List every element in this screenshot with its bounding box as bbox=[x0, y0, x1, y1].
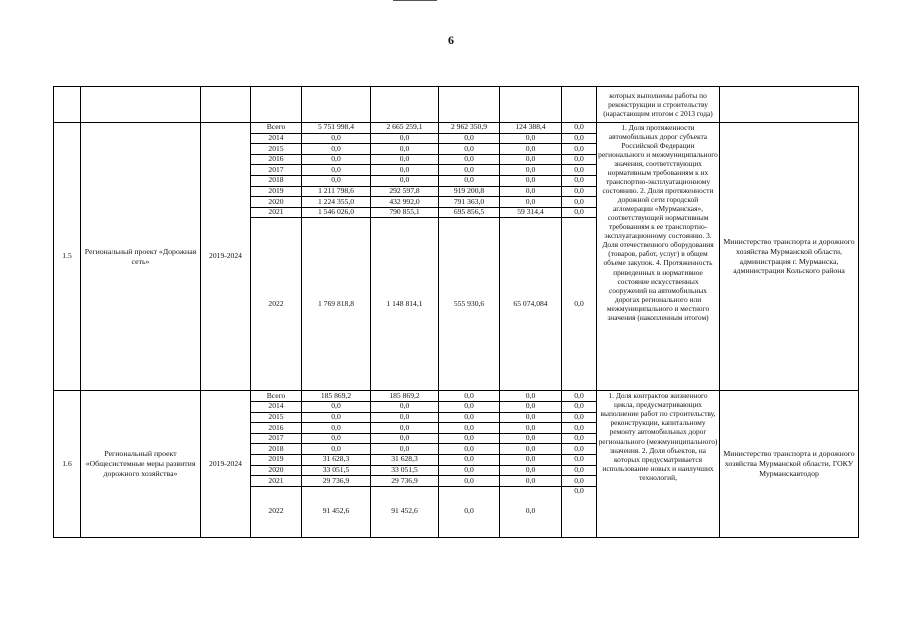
value-cell-v1: 91 452,6 bbox=[302, 486, 371, 537]
value-cell-v5: 0,0 bbox=[562, 454, 597, 465]
value-cell-v1: 0,0 bbox=[302, 401, 371, 412]
value-cell-v2: 0,0 bbox=[371, 165, 439, 176]
value-cell-v1: 31 628,3 bbox=[302, 454, 371, 465]
responsible-executor: Министерство транспорта и дорожного хозяйства Мурманской области, администрация г. Мурманска, администрация Кольского района bbox=[720, 123, 859, 391]
value-cell-v5: 0,0 bbox=[562, 218, 597, 391]
value-cell-v1: 5 751 998,4 bbox=[302, 123, 371, 134]
cell bbox=[81, 87, 201, 123]
year-cell: Всего bbox=[251, 391, 302, 402]
value-cell-v2: 292 597,8 bbox=[371, 186, 439, 197]
program-table bbox=[53, 86, 859, 538]
value-cell-v2: 2 665 259,1 bbox=[371, 123, 439, 134]
value-cell-v3: 0,0 bbox=[439, 412, 500, 423]
year-cell: 2018 bbox=[251, 444, 302, 455]
value-cell-v3: 0,0 bbox=[439, 444, 500, 455]
cell bbox=[371, 87, 439, 123]
value-cell-v4: 0,0 bbox=[500, 144, 562, 155]
value-cell-v1: 0,0 bbox=[302, 133, 371, 144]
value-cell-v3: 0,0 bbox=[439, 454, 500, 465]
value-cell-v4: 0,0 bbox=[500, 412, 562, 423]
value-cell-v4: 0,0 bbox=[500, 476, 562, 487]
value-cell-v3: 919 200,8 bbox=[439, 186, 500, 197]
value-cell-v3: 0,0 bbox=[439, 133, 500, 144]
value-cell-v1: 33 051,5 bbox=[302, 465, 371, 476]
year-cell: 2019 bbox=[251, 454, 302, 465]
value-cell-v5: 0,0 bbox=[562, 401, 597, 412]
value-cell-v5: 0,0 bbox=[562, 197, 597, 208]
value-cell-v5: 0,0 bbox=[562, 154, 597, 165]
value-cell-v4: 0,0 bbox=[500, 465, 562, 476]
value-cell-v2: 29 736,9 bbox=[371, 476, 439, 487]
value-cell-v1: 0,0 bbox=[302, 412, 371, 423]
year-cell: 2017 bbox=[251, 165, 302, 176]
value-cell-v4: 0,0 bbox=[500, 133, 562, 144]
year-cell: 2014 bbox=[251, 401, 302, 412]
value-cell-v2: 33 051,5 bbox=[371, 465, 439, 476]
value-cell-v3: 0,0 bbox=[439, 486, 500, 537]
value-cell-v2: 0,0 bbox=[371, 154, 439, 165]
table-row bbox=[54, 123, 859, 134]
value-cell-v4: 0,0 bbox=[500, 444, 562, 455]
value-cell-v4: 0,0 bbox=[500, 391, 562, 402]
value-cell-v4: 0,0 bbox=[500, 165, 562, 176]
value-cell-v1: 1 546 026,0 bbox=[302, 207, 371, 218]
year-cell: Всего bbox=[251, 123, 302, 134]
year-cell: 2016 bbox=[251, 154, 302, 165]
value-cell-v2: 0,0 bbox=[371, 433, 439, 444]
value-cell-v4: 0,0 bbox=[500, 197, 562, 208]
value-cell-v1: 185 869,2 bbox=[302, 391, 371, 402]
value-cell-v5: 0,0 bbox=[562, 133, 597, 144]
value-cell-v3: 0,0 bbox=[439, 165, 500, 176]
value-cell-v2: 1 148 814,1 bbox=[371, 218, 439, 391]
value-cell-v5: 0,0 bbox=[562, 476, 597, 487]
project-name: Региональный проект «Дорожная сеть» bbox=[81, 123, 201, 391]
year-cell: 2021 bbox=[251, 476, 302, 487]
value-cell-v1: 1 211 798,6 bbox=[302, 186, 371, 197]
value-cell-v5: 0,0 bbox=[562, 144, 597, 155]
value-cell-v1: 0,0 bbox=[302, 433, 371, 444]
cell bbox=[562, 87, 597, 123]
year-cell: 2020 bbox=[251, 465, 302, 476]
value-cell-v3: 0,0 bbox=[439, 476, 500, 487]
value-cell-v3: 0,0 bbox=[439, 401, 500, 412]
value-cell-v5: 0,0 bbox=[562, 412, 597, 423]
value-cell-v1: 0,0 bbox=[302, 444, 371, 455]
value-cell-v3: 0,0 bbox=[439, 433, 500, 444]
indicator-text: 1. Доля протяженности автомобильных дорог субъекта Российской Федерации регионального и межмуниципального значения, соответствующих нормативным требованиям к их транспортно-эксплуатационному состоянию. 2. Доля протяженности дорожной сети городской агломерации «Мурманская», соответствующей нормативным требованиям к ее транспортно-эксплуатационному состоянию. 3. Доля отечественного оборудования (товаров, работ, услуг) в общем объеме закупок. 4. Протяженность приведенных в нормативное состояние искусственных сооружений на автомобильных дорогах регионального или межмуниципального и местного значения (накопленным итогом) bbox=[597, 123, 720, 391]
project-number: 1.5 bbox=[54, 123, 81, 391]
value-cell-v2: 91 452,6 bbox=[371, 486, 439, 537]
value-cell-v4: 0,0 bbox=[500, 154, 562, 165]
value-cell-v5: 0,0 bbox=[562, 433, 597, 444]
value-cell-v4: 0,0 bbox=[500, 433, 562, 444]
value-cell-v1: 0,0 bbox=[302, 423, 371, 434]
project-period: 2019-2024 bbox=[201, 391, 251, 537]
year-cell: 2015 bbox=[251, 144, 302, 155]
value-cell-v2: 185 869,2 bbox=[371, 391, 439, 402]
value-cell-v4: 0,0 bbox=[500, 175, 562, 186]
year-cell: 2021 bbox=[251, 207, 302, 218]
project-period: 2019-2024 bbox=[201, 123, 251, 391]
value-cell-v4: 0,0 bbox=[500, 486, 562, 537]
value-cell-v5: 0,0 bbox=[562, 165, 597, 176]
value-cell-v3: 791 363,0 bbox=[439, 197, 500, 208]
value-cell-v2: 31 628,3 bbox=[371, 454, 439, 465]
cell bbox=[201, 87, 251, 123]
value-cell-v4: 0,0 bbox=[500, 401, 562, 412]
value-cell-v2: 0,0 bbox=[371, 133, 439, 144]
value-cell-v2: 0,0 bbox=[371, 423, 439, 434]
value-cell-v2: 0,0 bbox=[371, 412, 439, 423]
value-cell-v1: 0,0 bbox=[302, 154, 371, 165]
value-cell-v1: 0,0 bbox=[302, 165, 371, 176]
year-cell: 2014 bbox=[251, 133, 302, 144]
value-cell-v1: 0,0 bbox=[302, 144, 371, 155]
project-number: 1.6 bbox=[54, 391, 81, 537]
value-cell-v3: 0,0 bbox=[439, 465, 500, 476]
value-cell-v4: 124 388,4 bbox=[500, 123, 562, 134]
value-cell-v2: 0,0 bbox=[371, 175, 439, 186]
value-cell-v2: 0,0 bbox=[371, 444, 439, 455]
year-cell: 2016 bbox=[251, 423, 302, 434]
value-cell-v2: 790 855,1 bbox=[371, 207, 439, 218]
value-cell-v5: 0,0 bbox=[562, 423, 597, 434]
value-cell-v4: 0,0 bbox=[500, 186, 562, 197]
cell bbox=[439, 87, 500, 123]
value-cell-v3: 0,0 bbox=[439, 154, 500, 165]
cell bbox=[500, 87, 562, 123]
table-row bbox=[54, 391, 859, 402]
value-cell-v5: 0,0 bbox=[562, 486, 597, 537]
value-cell-v3: 555 930,6 bbox=[439, 218, 500, 391]
responsible-executor: Министерство транспорта и дорожного хозяйства Мурманской области, ГОКУ Мурманскавтодор bbox=[720, 391, 859, 537]
value-cell-v5: 0,0 bbox=[562, 175, 597, 186]
cell bbox=[251, 87, 302, 123]
value-cell-v2: 0,0 bbox=[371, 144, 439, 155]
value-cell-v4: 59 314,4 bbox=[500, 207, 562, 218]
year-cell: 2015 bbox=[251, 412, 302, 423]
continuation-row bbox=[54, 87, 859, 123]
value-cell-v5: 0,0 bbox=[562, 207, 597, 218]
value-cell-v3: 0,0 bbox=[439, 144, 500, 155]
value-cell-v5: 0,0 bbox=[562, 391, 597, 402]
value-cell-v1: 1 224 355,0 bbox=[302, 197, 371, 208]
value-cell-v3: 0,0 bbox=[439, 175, 500, 186]
value-cell-v1: 0,0 bbox=[302, 175, 371, 186]
year-cell: 2019 bbox=[251, 186, 302, 197]
top-rule bbox=[393, 0, 437, 1]
project-name: Региональный проект «Общесистемные меры развития дорожного хозяйства» bbox=[81, 391, 201, 537]
year-cell: 2022 bbox=[251, 218, 302, 391]
value-cell-v5: 0,0 bbox=[562, 444, 597, 455]
value-cell-v3: 695 856,5 bbox=[439, 207, 500, 218]
value-cell-v4: 0,0 bbox=[500, 423, 562, 434]
value-cell-v3: 0,0 bbox=[439, 391, 500, 402]
cell bbox=[54, 87, 81, 123]
indicator-text: 1. Доля контрактов жизненного цикла, предусматривающих выполнение работ по строительству, реконструкции, капитальному ремонту автомобильных дорог регионального (межмуниципального) значения. 2. Доля объектов, на которых предусматривается использование новых и наилучших технологий, bbox=[597, 391, 720, 537]
value-cell-v4: 0,0 bbox=[500, 454, 562, 465]
value-cell-v3: 2 962 350,9 bbox=[439, 123, 500, 134]
value-cell-v5: 0,0 bbox=[562, 465, 597, 476]
value-cell-v1: 1 769 818,8 bbox=[302, 218, 371, 391]
value-cell-v1: 29 736,9 bbox=[302, 476, 371, 487]
value-cell-v3: 0,0 bbox=[439, 423, 500, 434]
year-cell: 2017 bbox=[251, 433, 302, 444]
year-cell: 2020 bbox=[251, 197, 302, 208]
value-cell-v4: 65 074,084 bbox=[500, 218, 562, 391]
cell bbox=[720, 87, 859, 123]
year-cell: 2022 bbox=[251, 486, 302, 537]
value-cell-v5: 0,0 bbox=[562, 123, 597, 134]
value-cell-v2: 0,0 bbox=[371, 401, 439, 412]
value-cell-v5: 0,0 bbox=[562, 186, 597, 197]
page-number: 6 bbox=[448, 33, 454, 47]
value-cell-v2: 432 992,0 bbox=[371, 197, 439, 208]
cell bbox=[302, 87, 371, 123]
year-cell: 2018 bbox=[251, 175, 302, 186]
continuation-indicator-text: которых выполнены работы по реконструкции и строительству (нарастающим итогом с 2013 года) bbox=[597, 87, 720, 123]
